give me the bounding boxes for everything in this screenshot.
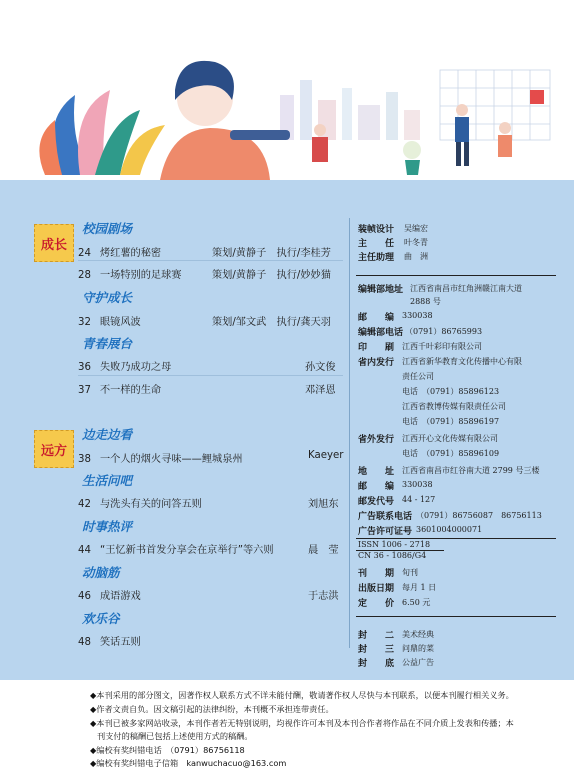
article-credit: 刘旭东 <box>308 499 339 510</box>
article-credit: 晨 莹 <box>308 545 339 556</box>
page-number: 36 <box>78 362 91 373</box>
pub-value: 每月 1 日 <box>402 583 437 592</box>
article-credit: 策划/黄静子 执行/妙妙猫 <box>212 270 331 281</box>
section-title: 校园剧场 <box>82 221 133 236</box>
pub-label: 刊 期 <box>358 569 395 579</box>
info-value: （0791）86756087 86756113 <box>416 511 542 520</box>
info-value: 江西千叶彩印有限公司 <box>402 342 482 351</box>
row-divider <box>78 375 343 376</box>
page-number: 42 <box>78 499 91 510</box>
info-value: 江西省南昌市红角洲赣江南大道 <box>410 284 522 293</box>
pub-value: 旬刊 <box>402 568 418 577</box>
rule <box>356 616 556 617</box>
article-credit: 策划/黄静子 执行/李桂芳 <box>212 248 331 259</box>
section-title: 欢乐谷 <box>82 611 120 626</box>
article-title: 笑话五则 <box>100 637 141 648</box>
cn-number: CN 36 - 1086/G4 <box>358 551 427 560</box>
column-divider <box>349 218 350 648</box>
article-title: 不一样的生命 <box>100 385 162 396</box>
footer-note: ◆编校有奖纠错电子信箱 kanwuchacuo@163.com <box>90 758 287 768</box>
info-value: 电话 （0791）85896197 <box>402 417 500 426</box>
page-number: 32 <box>78 317 91 328</box>
info-label: 广告许可证号 <box>358 527 413 537</box>
section-title: 动脑筋 <box>82 565 120 580</box>
info-value: 330038 <box>402 480 433 489</box>
cover-value: 问鼎的菜 <box>402 644 434 653</box>
cover-value: 美术经典 <box>402 630 434 639</box>
toc-entry[interactable] <box>78 313 141 328</box>
staff-value: 叶冬青 <box>404 238 428 247</box>
article-credit: 于志洪 <box>308 591 339 602</box>
growth-badge: 成长 <box>34 224 74 262</box>
page-number: 44 <box>78 545 91 556</box>
rule <box>356 538 556 539</box>
row-divider <box>78 260 343 261</box>
cover-value: 公益广告 <box>402 658 434 667</box>
info-label: 广告联系电话 <box>358 512 413 522</box>
toc-entry[interactable] <box>78 381 161 396</box>
far-badge: 远方 <box>34 430 74 468</box>
info-label: 省内发行 <box>358 358 395 368</box>
rule <box>356 275 556 276</box>
article-title: 与洗头有关的问答五则 <box>100 499 202 510</box>
page-number: 24 <box>78 248 91 259</box>
info-label: 省外发行 <box>358 435 395 445</box>
footer-note: ◆编校有奖纠错电话 （0791）86756118 <box>90 745 245 755</box>
article-title: 一场特别的足球赛 <box>100 270 182 281</box>
cover-label: 封 底 <box>358 659 395 669</box>
info-label: 印 刷 <box>358 343 395 353</box>
info-label: 地 址 <box>358 467 395 477</box>
info-value: （0791）86765993 <box>405 327 483 336</box>
section-title: 时事热评 <box>82 519 133 534</box>
staff-label: 装帧设计 <box>358 225 395 235</box>
section-title: 青春展台 <box>82 336 133 351</box>
toc-entry[interactable] <box>78 587 141 602</box>
pub-label: 出版日期 <box>358 584 395 594</box>
footer-note: ◆本刊采用的部分图文，因著作权人联系方式不详未能付酬，敬请著作权人尽快与本刊联系，以便本刊履行相关义务。 <box>90 690 514 700</box>
info-value: 江西开心文化传媒有限公司 <box>402 434 498 443</box>
info-value: 江西省南昌市红谷南大道 2799 号三楼 <box>402 466 540 475</box>
info-value: 电话 （0791）85896123 <box>402 387 500 396</box>
toc-entry[interactable] <box>78 541 274 556</box>
toc-entry[interactable] <box>78 450 243 465</box>
info-value: 江西省新华教育文化传播中心有限 <box>402 357 522 366</box>
info-label: 编辑部地址 <box>358 285 404 295</box>
article-title: “王忆新书首发分享会在京举行”等六则 <box>100 545 274 556</box>
article-title: 眼镜风波 <box>100 317 141 328</box>
footer-note: ◆作者文责自负。因文稿引起的法律纠纷，本刊概不承担连带责任。 <box>90 704 334 714</box>
footer-note: ◆本刊已被多家网站收录，本刊作者若无特别说明，均视作许可本刊及本刊合作者将作品在不同介质上发表和传播；本 <box>90 718 514 728</box>
info-label: 邮 编 <box>358 482 395 492</box>
pub-value: 6.50 元 <box>402 598 431 607</box>
info-value: 44 - 127 <box>402 495 436 504</box>
toc-entry[interactable] <box>78 495 202 510</box>
info-label: 邮 编 <box>358 313 395 323</box>
staff-value: 吴编宏 <box>404 224 428 233</box>
article-title: 烤红薯的秘密 <box>100 248 162 259</box>
article-credit: Kaeyer <box>308 450 344 461</box>
toc-entry[interactable] <box>78 633 141 648</box>
article-credit: 策划/邹文武 执行/龚天羽 <box>212 317 331 328</box>
page-number: 46 <box>78 591 91 602</box>
page-number: 37 <box>78 385 91 396</box>
staff-label: 主任助理 <box>358 253 395 263</box>
info-value: 责任公司 <box>402 372 434 381</box>
header-illustration <box>0 0 574 180</box>
section-title: 生活问吧 <box>82 473 133 488</box>
info-value: 电话 （0791）85896109 <box>402 449 500 458</box>
staff-label: 主 任 <box>358 239 395 249</box>
city-people-illustration <box>0 0 574 180</box>
page-number: 28 <box>78 270 91 281</box>
toc-entry[interactable] <box>78 244 161 259</box>
info-label: 邮发代号 <box>358 497 395 507</box>
cover-label: 封 三 <box>358 645 395 655</box>
info-value: 3601004000071 <box>416 525 483 534</box>
article-credit: 孙文俊 <box>305 362 336 373</box>
article-credit: 邓泽恩 <box>305 385 336 396</box>
info-value: 330038 <box>402 311 433 320</box>
page-number: 48 <box>78 637 91 648</box>
article-title: 成语游戏 <box>100 591 141 602</box>
pub-label: 定 价 <box>358 599 395 609</box>
info-value: 2888 号 <box>410 297 441 306</box>
article-title: 一个人的烟火寻味——鲤城泉州 <box>100 454 243 465</box>
info-label: 编辑部电话 <box>358 328 404 338</box>
section-title: 守护成长 <box>82 290 133 305</box>
info-value: 江西省教博传媒有限责任公司 <box>402 402 506 411</box>
footer-note: 刊支付的稿酬已包括上述使用方式的稿酬。 <box>97 731 253 741</box>
article-title: 失败乃成功之母 <box>100 362 172 373</box>
page-number: 38 <box>78 454 91 465</box>
toc-entry[interactable] <box>78 266 182 281</box>
issn-number: ISSN 1006 - 2718 <box>358 540 431 549</box>
cover-label: 封 二 <box>358 631 395 641</box>
toc-entry[interactable] <box>78 358 171 373</box>
staff-value: 曲 洲 <box>404 252 428 261</box>
section-title: 边走边看 <box>82 427 133 442</box>
